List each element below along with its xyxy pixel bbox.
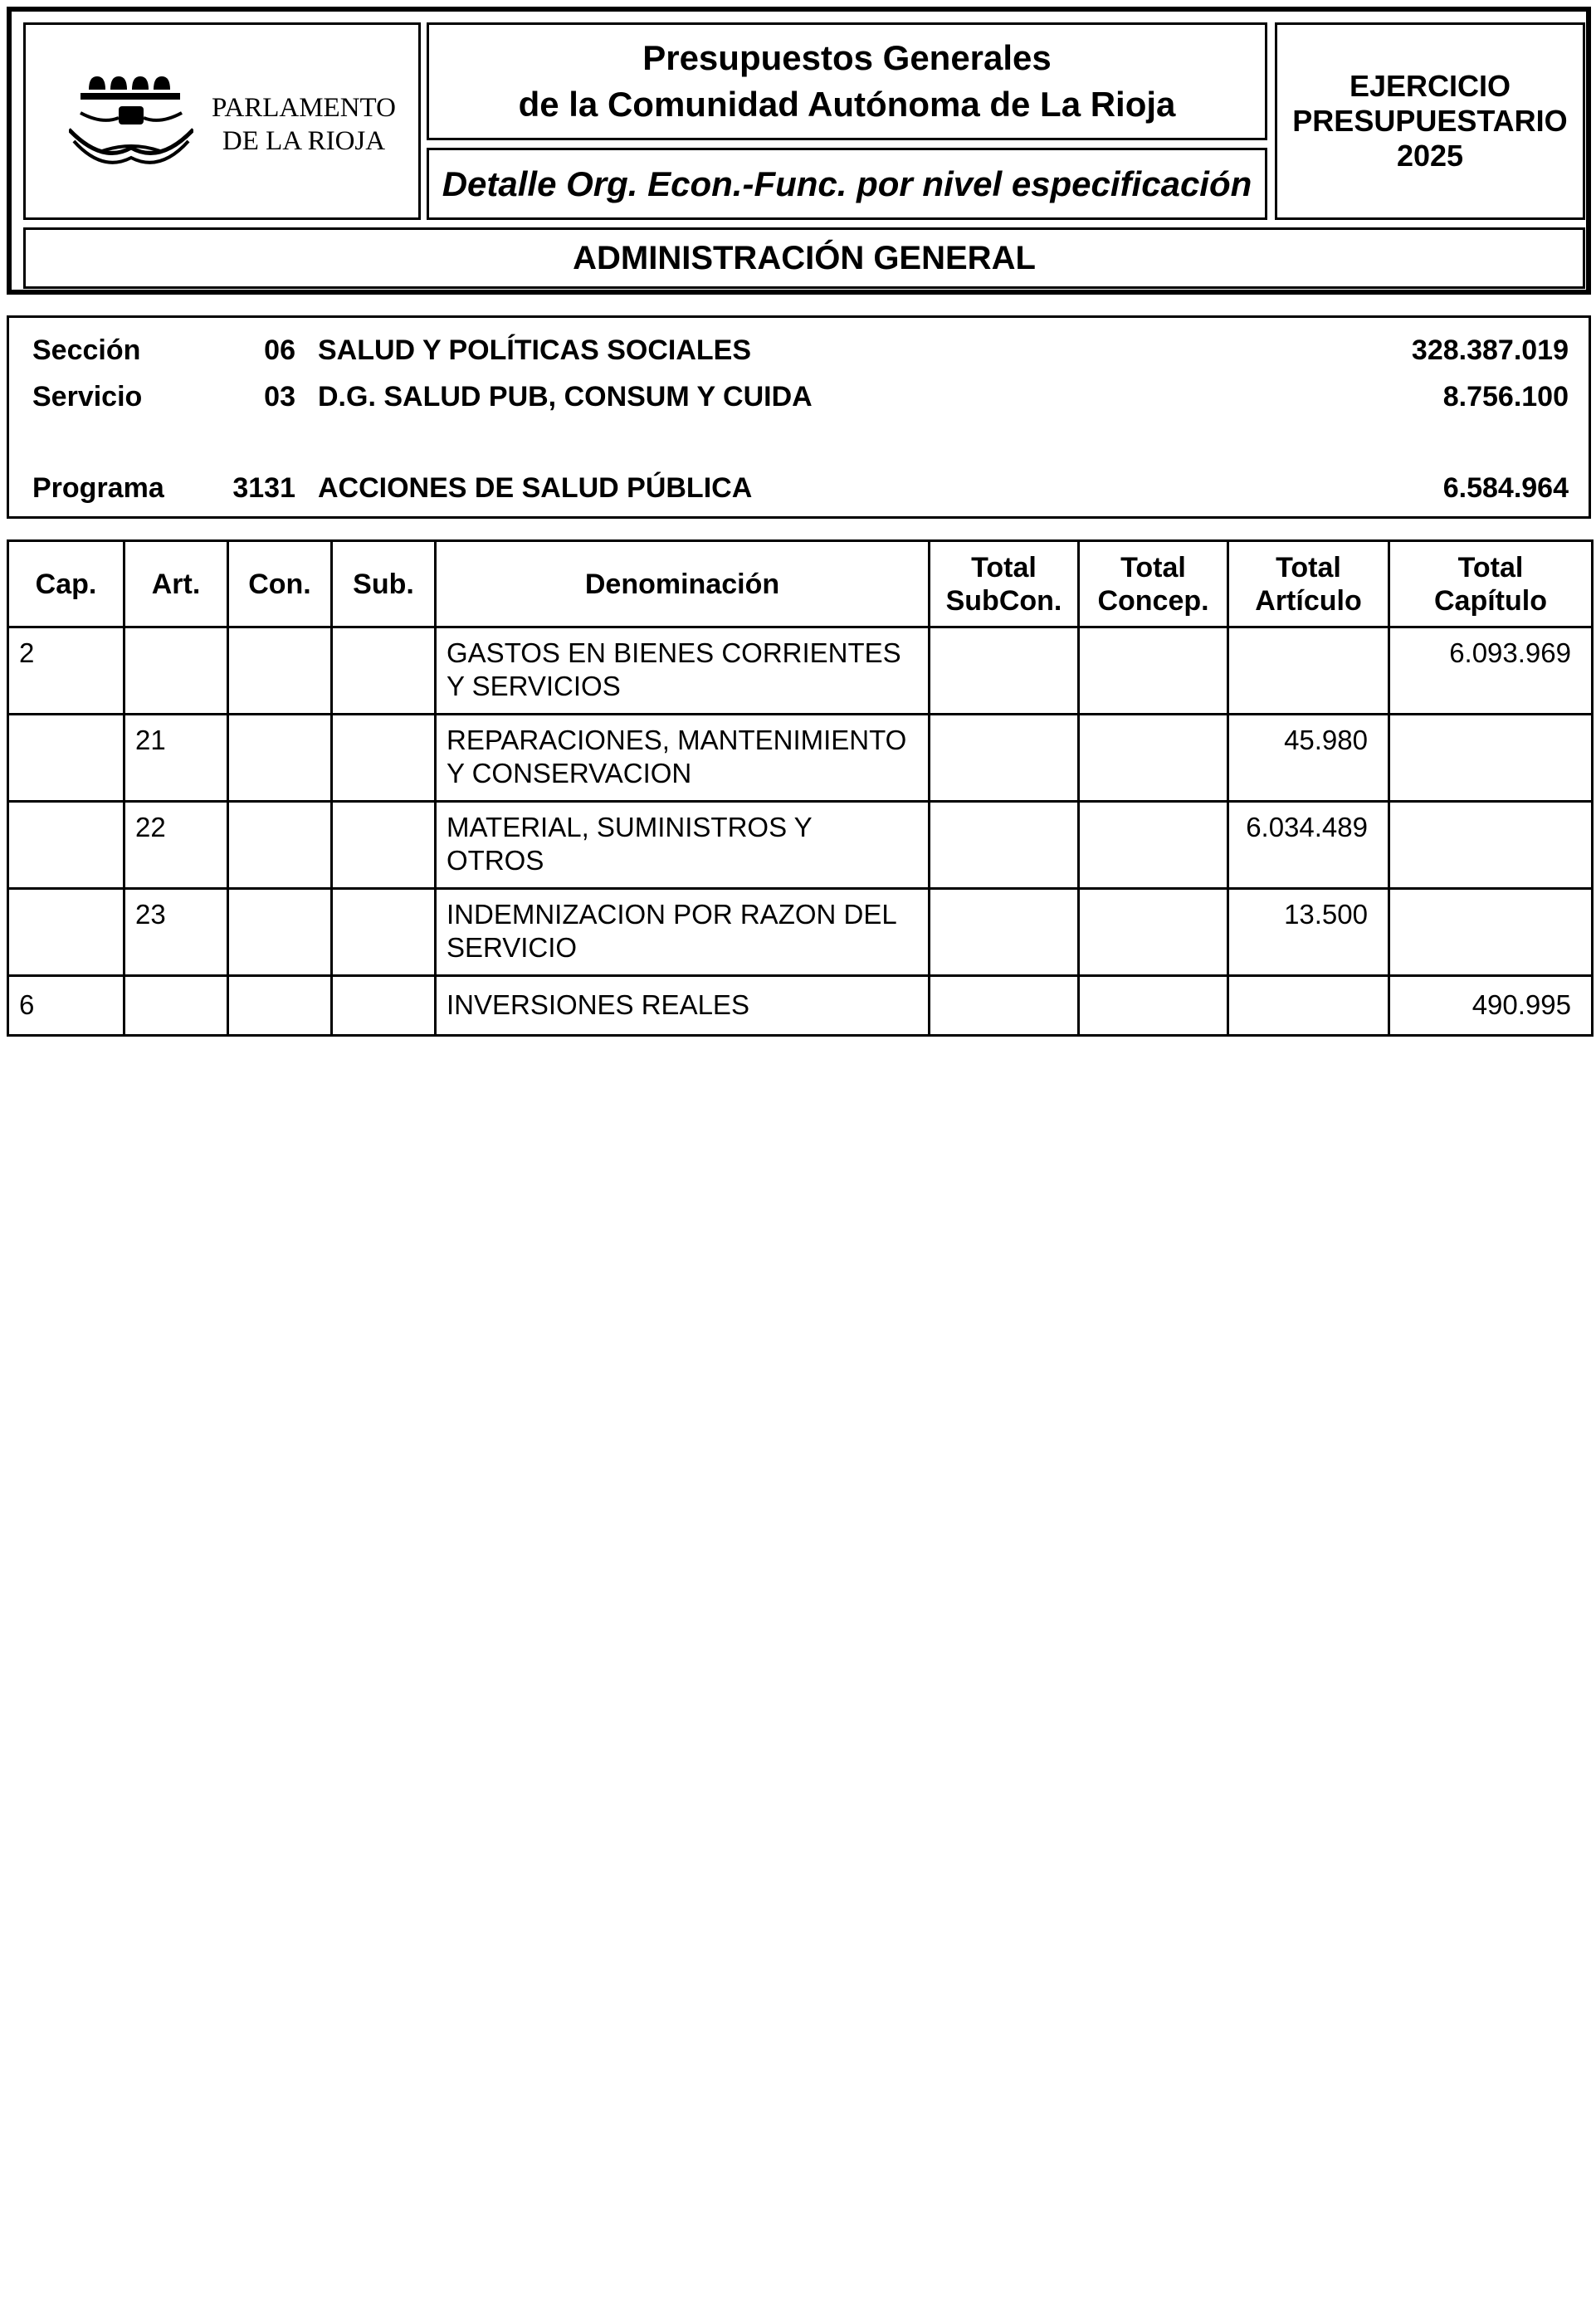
cell-cap (8, 802, 124, 889)
title-line-1: Presupuestos Generales (642, 38, 1052, 77)
seccion-row (9, 334, 1589, 368)
budget-table (7, 539, 1594, 1037)
table-row (8, 889, 1593, 976)
cell-total-articulo: 45.980 (1228, 715, 1389, 802)
cell-total-concep (1079, 802, 1228, 889)
header-total-capitulo-line-2: Capítulo (1434, 584, 1547, 617)
seccion-amount: 328.387.019 (1411, 334, 1569, 366)
logo-line-1: PARLAMENTO (212, 93, 396, 123)
title-line-2: de la Comunidad Autónoma de La Rioja (518, 85, 1176, 124)
denominacion-line-1: REPARACIONES, MANTENIMIENTO (447, 725, 907, 755)
header-total-concep-line-2: Concep. (1097, 584, 1209, 617)
cell-art (124, 976, 228, 1036)
header-con: Con. (228, 541, 332, 627)
header-total-subcon-line-1: Total (971, 551, 1037, 583)
exercise-line-2: PRESUPUESTARIO (1292, 104, 1568, 138)
denominacion-line-2: SERVICIO (447, 932, 578, 963)
seccion-code: 06 (264, 334, 295, 366)
cell-con (228, 802, 332, 889)
cell-total-subcon (930, 889, 1079, 976)
cell-con (228, 627, 332, 715)
header-total-articulo-line-2: Artículo (1255, 584, 1362, 617)
denominacion-line-2: Y SERVICIOS (447, 671, 621, 701)
servicio-row (9, 381, 1589, 414)
cell-denominacion (436, 889, 930, 976)
cell-total-articulo: 6.034.489 (1228, 802, 1389, 889)
cell-sub (332, 889, 436, 976)
cell-total-capitulo: 490.995 (1389, 976, 1593, 1036)
cell-total-capitulo (1389, 889, 1593, 976)
header-total-subcon (930, 541, 1079, 627)
cell-con (228, 889, 332, 976)
cell-total-capitulo (1389, 715, 1593, 802)
cell-art: 23 (124, 889, 228, 976)
cell-art (124, 627, 228, 715)
table-row (8, 976, 1593, 1036)
cell-denominacion (436, 715, 930, 802)
denominacion-line-1: INDEMNIZACION POR RAZON DEL (447, 899, 897, 930)
programa-name: ACCIONES DE SALUD PÚBLICA (318, 472, 753, 504)
programa-row (9, 472, 1589, 505)
table-row (8, 715, 1593, 802)
cell-total-concep (1079, 627, 1228, 715)
cell-denominacion (436, 802, 930, 889)
cell-total-concep (1079, 976, 1228, 1036)
logo-line-2: DE LA RIOJA (222, 126, 386, 156)
table-row (8, 627, 1593, 715)
seccion-name: SALUD Y POLÍTICAS SOCIALES (318, 334, 752, 366)
header-total-concep-line-1: Total (1120, 551, 1186, 583)
programa-code: 3131 (232, 472, 295, 504)
logo-box (23, 22, 421, 220)
document-subtitle (427, 148, 1267, 220)
cell-sub (332, 715, 436, 802)
cell-sub (332, 802, 436, 889)
programa-amount: 6.584.964 (1442, 472, 1569, 504)
cell-con (228, 976, 332, 1036)
header-art: Art. (124, 541, 228, 627)
cell-total-articulo: 13.500 (1228, 889, 1389, 976)
cell-sub (332, 627, 436, 715)
header-total-capitulo-line-1: Total (1457, 551, 1524, 583)
parlamento-name (192, 91, 416, 158)
seccion-label: Sección (32, 334, 141, 366)
cell-total-concep (1079, 889, 1228, 976)
cell-total-subcon (930, 715, 1079, 802)
header-total-capitulo (1389, 541, 1593, 627)
cell-total-capitulo: 6.093.969 (1389, 627, 1593, 715)
header-sub: Sub. (332, 541, 436, 627)
header-total-concep (1079, 541, 1228, 627)
denominacion-line-2: OTROS (447, 845, 544, 876)
document-title (427, 22, 1267, 140)
servicio-amount: 8.756.100 (1442, 381, 1569, 412)
org-info (7, 315, 1591, 519)
table-header-row (8, 541, 1593, 627)
denominacion-line-1: INVERSIONES REALES (447, 989, 749, 1020)
cell-total-articulo (1228, 627, 1389, 715)
cell-cap: 6 (8, 976, 124, 1036)
cell-denominacion (436, 976, 930, 1036)
header-cap: Cap. (8, 541, 124, 627)
denominacion-line-1: GASTOS EN BIENES CORRIENTES (447, 637, 901, 668)
programa-label: Programa (32, 472, 164, 504)
cell-total-subcon (930, 627, 1079, 715)
servicio-code: 03 (264, 381, 295, 412)
administration-label: ADMINISTRACIÓN GENERAL (573, 239, 1036, 276)
servicio-name: D.G. SALUD PUB, CONSUM Y CUIDA (318, 381, 813, 412)
header-denominacion: Denominación (436, 541, 930, 627)
subtitle-text: Detalle Org. Econ.-Func. por nivel especificación (442, 164, 1252, 203)
table-row (8, 802, 1593, 889)
header-total-articulo-line-1: Total (1276, 551, 1341, 583)
administration-box (23, 227, 1585, 289)
cell-total-articulo (1228, 976, 1389, 1036)
cell-sub (332, 976, 436, 1036)
servicio-label: Servicio (32, 381, 143, 412)
cell-total-subcon (930, 976, 1079, 1036)
denominacion-line-1: MATERIAL, SUMINISTROS Y (447, 812, 813, 842)
header-total-subcon-line-2: SubCon. (945, 584, 1062, 617)
header-total-articulo (1228, 541, 1389, 627)
cell-denominacion (436, 627, 930, 715)
parlamento-logo-icon (69, 65, 193, 189)
cell-cap (8, 889, 124, 976)
cell-total-capitulo (1389, 802, 1593, 889)
cell-cap (8, 715, 124, 802)
cell-cap: 2 (8, 627, 124, 715)
cell-art: 21 (124, 715, 228, 802)
exercise-box (1275, 22, 1585, 220)
denominacion-line-2: Y CONSERVACION (447, 758, 692, 788)
document-header (7, 7, 1591, 295)
cell-total-subcon (930, 802, 1079, 889)
cell-con (228, 715, 332, 802)
exercise-year: 2025 (1396, 139, 1464, 173)
cell-total-concep (1079, 715, 1228, 802)
cell-art: 22 (124, 802, 228, 889)
exercise-line-1: EJERCICIO (1349, 69, 1511, 103)
